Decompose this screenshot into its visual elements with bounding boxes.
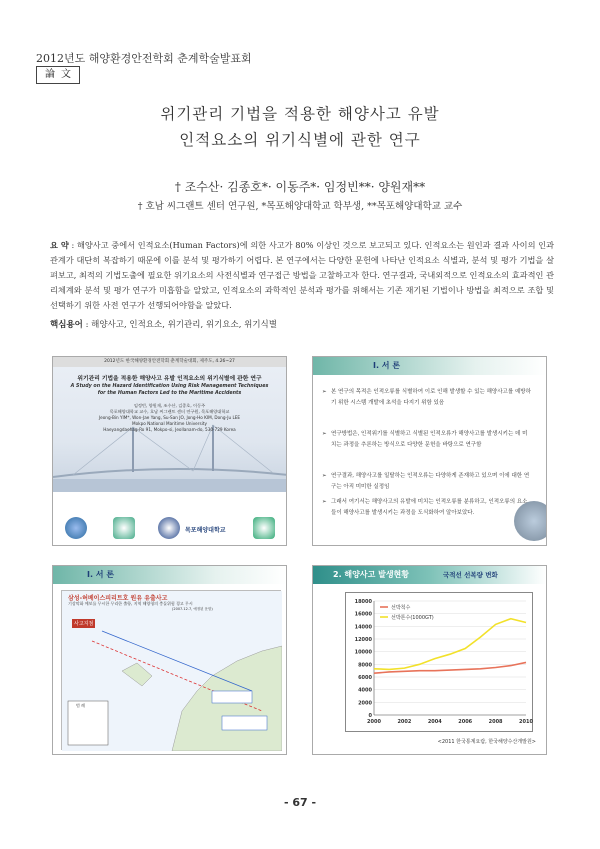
conference-name: 2012년도 해양환경안전학회 춘계학술발표회 [36, 52, 252, 65]
coastline-map-icon [62, 591, 282, 751]
y-tick-label: 4000 [358, 687, 372, 694]
map-subtitle: 기상악화 예보를 무시한 무리한 출항, 지역 해양청의 충돌위험 경고 무시 [68, 601, 193, 606]
slide2-heading: I. 서 론 [373, 361, 401, 370]
slide4-heading: 2. 해양사고 발생현황 [333, 570, 409, 579]
slide1-title: 위기관리 기법을 적용한 해양사고 유발 인적요소의 위기식별에 관한 연구 [77, 376, 262, 382]
y-tick-label: 16000 [354, 611, 372, 618]
fleet-line-chart [346, 593, 534, 733]
keywords-label: 핵심용어 [50, 320, 83, 330]
slide4-heading-bar [313, 566, 546, 584]
slide1-en-line2: for the Human Factors Led to the Maritime Accidents [97, 391, 242, 396]
slide1-authors-ko: 임정빈, 양원재, 조수산, 김종호, 이동주 [133, 403, 206, 408]
slide1-english-title [53, 383, 286, 397]
intro-bullet-1: ➢ 본 연구의 목적은 인적오류를 식별하여 이로 인해 발생할 수 있는 해양사고를 예방하기 위한 시스템 개발에 초석을 다지기 위함 있음 [331, 387, 531, 408]
map-title: 삼성-허베이스피리트호 원유 유출사고 [68, 595, 168, 602]
slide-introduction [312, 356, 547, 546]
y-tick-label: 10000 [354, 649, 372, 656]
y-tick-label: 2000 [358, 700, 372, 707]
university-seal-icon [158, 517, 180, 539]
y-tick-label: 18000 [354, 599, 372, 605]
accident-point-label: 사고지점 [74, 621, 94, 627]
y-tick-label: 14000 [354, 624, 372, 631]
x-tick-label: 2008 [488, 719, 503, 725]
y-tick-label: 12000 [354, 637, 372, 643]
x-tick-label: 2006 [458, 719, 473, 725]
y-tick-label: 0 [368, 713, 372, 719]
slide1-affil-ko: 목포해양대학교 교수, 호남 씨그랜트 센터 연구원, 목포해양대학교 [109, 409, 230, 414]
paper-title-line2: 인적요소의 위기식별에 관한 연구 [179, 131, 421, 149]
seagrant-logo-icon [65, 517, 87, 539]
paper-type-tag: 論文 [36, 66, 80, 84]
x-tick-label: 2010 [519, 719, 533, 725]
accident-map [61, 590, 281, 750]
x-tick-label: 2002 [397, 719, 412, 725]
slide1-authors-en: Jeong-Bin YIM*, Won-Jae Yang, Su-San JO, Jong-Ho KIM, Dong-Ju LEE [98, 415, 241, 420]
slide1-affil-en2: Haeyangdaehag-Ro 91, Mokpo-si, Jeollanam-do, 530-729 Korea [103, 427, 236, 432]
abstract [50, 238, 554, 313]
chart-source: <2011 한국통계요람, 한국해양수산개발원> [437, 739, 536, 745]
slide1-header: 2012년도 한국해양환경안전학회 춘계학술대회, 제주도, 4.26~27 [53, 357, 286, 367]
intro-bullet-4: ➢ 그래서 여기서는 해양사고의 유발에 미치는 인적오류를 분류하고, 인적오류의 요소들이 해양사고를 발생시키는 과정을 도식화하여 알아보았다. [331, 497, 531, 518]
abstract-label: 요 약 [50, 240, 69, 250]
author-list: † 조수산· 김종호*· 이동주*· 임정빈**· 양원재** [174, 180, 426, 194]
slide2-heading-bar [313, 357, 546, 375]
map-legend-title: 범 례 [76, 703, 85, 708]
slide1-en-line1: A Study on the Hazard Identification Using Risk Management Techniques [70, 384, 269, 389]
x-tick-label: 2000 [367, 719, 381, 725]
slide-title [52, 356, 287, 546]
slide1-bridge-background [53, 367, 286, 492]
y-tick-label: 8000 [358, 662, 372, 669]
legend-label-1: 선박톤수(1000GT) [391, 615, 434, 621]
affiliation: † 호남 씨그랜트 센터 연구원, *목포해양대학교 학부생, **목포해양대학교 교수 [137, 201, 463, 212]
legend-label-0: 선박척수 [391, 605, 411, 611]
y-tick-label: 6000 [358, 675, 372, 681]
x-tick-label: 2004 [427, 719, 442, 725]
slide1-affil-en1: Mokpo National Maritime University [132, 421, 207, 426]
slide1-authors [53, 403, 286, 433]
page-number: - 67 - [283, 796, 317, 809]
series-line-0 [374, 662, 526, 673]
slide3-heading: I. 서 론 [87, 570, 115, 579]
keywords [50, 318, 554, 330]
slide4-subheading: 국적선 선복량 변화 [443, 571, 498, 579]
paper-title-line1: 위기관리 기법을 적용한 해양사고 유발 [160, 105, 440, 123]
fleet-chart-frame [345, 592, 533, 732]
intro-bullet-2: ➢ 연구방법은, 인적위기를 식별하고 식별된 인적오류가 해양사고를 발생시키는 데 미치는 과정을 추론하는 방식으로 다양한 문헌을 바탕으로 연구함 [331, 429, 531, 450]
keywords-text: : 해양사고, 인적요소, 위기관리, 위기요소, 위기식별 [85, 320, 277, 330]
intro-bullet-3: ➢ 연구결과, 해양사고를 일탈하는 인적오류는 다양하게 존재하고 있으며 이에 대한 연구는 아직 미미한 실정임 [331, 471, 531, 492]
map-date: (2007.12.7, 예정된 운항) [172, 607, 213, 611]
wave-logo-icon [113, 517, 135, 539]
university-logo-text: 목포해양대학교 [185, 527, 226, 534]
abstract-text: : 해양사고 중에서 인적요소(Human Factors)에 의한 사고가 80% 이상인 것으로 보고되고 있다. 인적요소는 원인과 결과 사이의 인과관계가 대단히 복잡하기 때문에 이를 분석 및 평가하기 어렵다. 본 연구에서는 다양한 문헌에 나타난 인적요소 식별과, 분석 및 평가 기법을 살펴보고, 최적의 기법도출에 필요한 위기요소의 사전식별과 연구접근 방법을 고찰하고자 한다. 연구결과, 국내외적으로 인적요소의 효과적인 관리체계와 분석 및 평가 연구가 미흡함을 알았고, 인적요소의 과학적인 분석과 평가를 위해서는 기존 재기된 기법이나 방법을 최적으로 조합 및 선택하기 위한 사전 연구가 선행되어야함을 알았다. [50, 240, 555, 310]
slide-accident-statistics [312, 565, 547, 755]
slide-accident-map [52, 565, 287, 755]
mascot-logo-icon [253, 517, 275, 539]
slide3-heading-bar [53, 566, 286, 584]
